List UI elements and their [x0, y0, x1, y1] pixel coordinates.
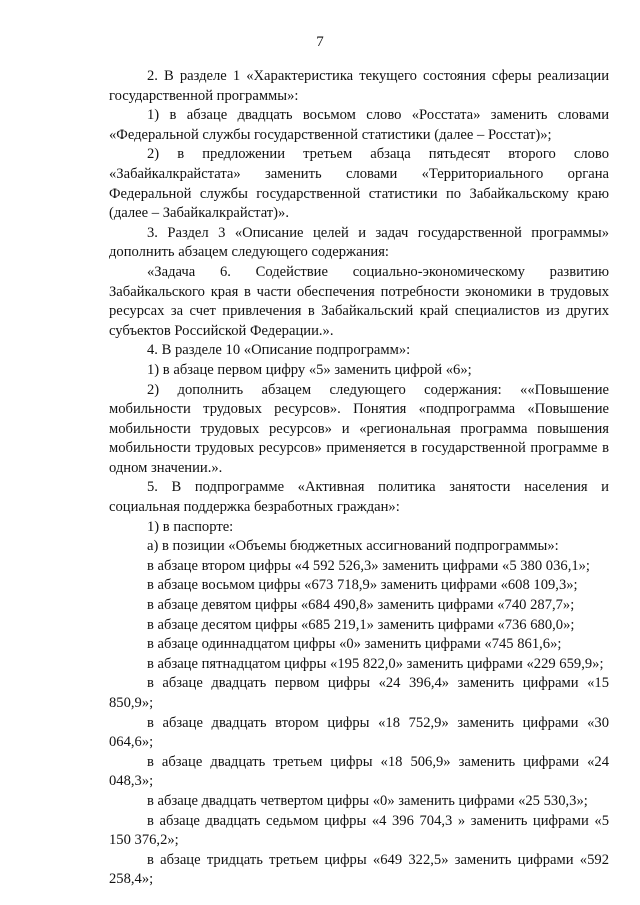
paragraph-amendment: в абзаце двадцать третьем цифры «18 506,9» заменить цифрами «24 048,3»;: [109, 753, 609, 790]
paragraph-amendment: в абзаце двадцать четвертом цифры «0» заменить цифрами «25 530,3»;: [147, 792, 588, 809]
paragraph-amendment: в абзаце двадцать седьмом цифры «4 396 704,3 » заменить цифрами «5 150 376,2»;: [109, 812, 609, 849]
paragraph-passport: 1) в паспорте:: [147, 518, 234, 535]
paragraph-section-3: 3. Раздел 3 «Описание целей и задач государственной программы» дополнить абзацем следующего содержания:: [109, 224, 609, 261]
document-body: [109, 67, 609, 890]
paragraph-task-6: «Задача 6. Содействие социально-экономическому развитию Забайкальского края в части обеспечения потребности экономики в трудовых ресурсах за счет привлечения в Забайкальский край специалистов из других субъектов Российской Федерации.».: [109, 263, 609, 339]
paragraph-section-4-item-1: 1) в абзаце первом цифру «5» заменить цифрой «6»;: [147, 361, 472, 378]
paragraph-amendment: в абзаце восьмом цифры «673 718,9» заменить цифрами «608 109,3»;: [147, 577, 578, 594]
paragraph-section-2: 2. В разделе 1 «Характеристика текущего состояния сферы реализации государственной программы»:: [109, 68, 609, 104]
paragraph-amendment: в абзаце двадцать втором цифры «18 752,9» заменить цифрами «30 064,6»;: [109, 714, 609, 751]
paragraph-amendment: в абзаце тридцать третьем цифры «649 322,5» заменить цифрами «592 258,4»;: [109, 851, 609, 888]
paragraph-item-1: 1) в абзаце двадцать восьмом слово «Росстата» заменить словами «Федеральной службы государственной статистики (далее – Росстат)»;: [109, 107, 609, 143]
page-number: 7: [316, 34, 324, 50]
paragraph-amendment: в абзаце втором цифры «4 592 526,3» заменить цифрами «5 380 036,1»;: [147, 557, 590, 574]
paragraph-amendment: в абзаце двадцать первом цифры «24 396,4» заменить цифрами «15 850,9»;: [109, 675, 609, 711]
paragraph-amendment: в абзаце девятом цифры «684 490,8» заменить цифрами «740 287,7»;: [147, 597, 575, 614]
paragraph-item-2: 2) в предложении третьем абзаца пятьдесят второго слово «Забайкалкрайстата» заменить словами «Территориального органа Федеральной службы государственной статистики по Забайкальскому краю (далее – Забайкалкрайстат)».: [109, 146, 609, 222]
paragraph-section-5: 5. В подпрограмме «Активная политика занятости населения и социальная поддержка безработных граждан»:: [109, 479, 609, 516]
paragraph-section-4: 4. В разделе 10 «Описание подпрограмм»:: [147, 342, 411, 359]
paragraph-amendment: в абзаце одиннадцатом цифры «0» заменить цифрами «745 861,6»;: [147, 636, 562, 653]
paragraph-section-4-item-2: 2) дополнить абзацем следующего содержания: ««Повышение мобильности трудовых ресурсов». Понятия «подпрограмма «Повышение мобильности трудовых ресурсов» и «региональная программа повышения мобильности трудовых ресурсов» применяется в государственной программе в одном значении.».: [109, 381, 609, 476]
paragraph-allocations: а) в позиции «Объемы бюджетных ассигнований подпрограммы»:: [147, 538, 559, 555]
paragraph-amendment: в абзаце пятнадцатом цифры «195 822,0» заменить цифрами «229 659,9»;: [147, 655, 604, 672]
paragraph-amendment: в абзаце десятом цифры «685 219,1» заменить цифрами «736 680,0»;: [147, 616, 575, 633]
